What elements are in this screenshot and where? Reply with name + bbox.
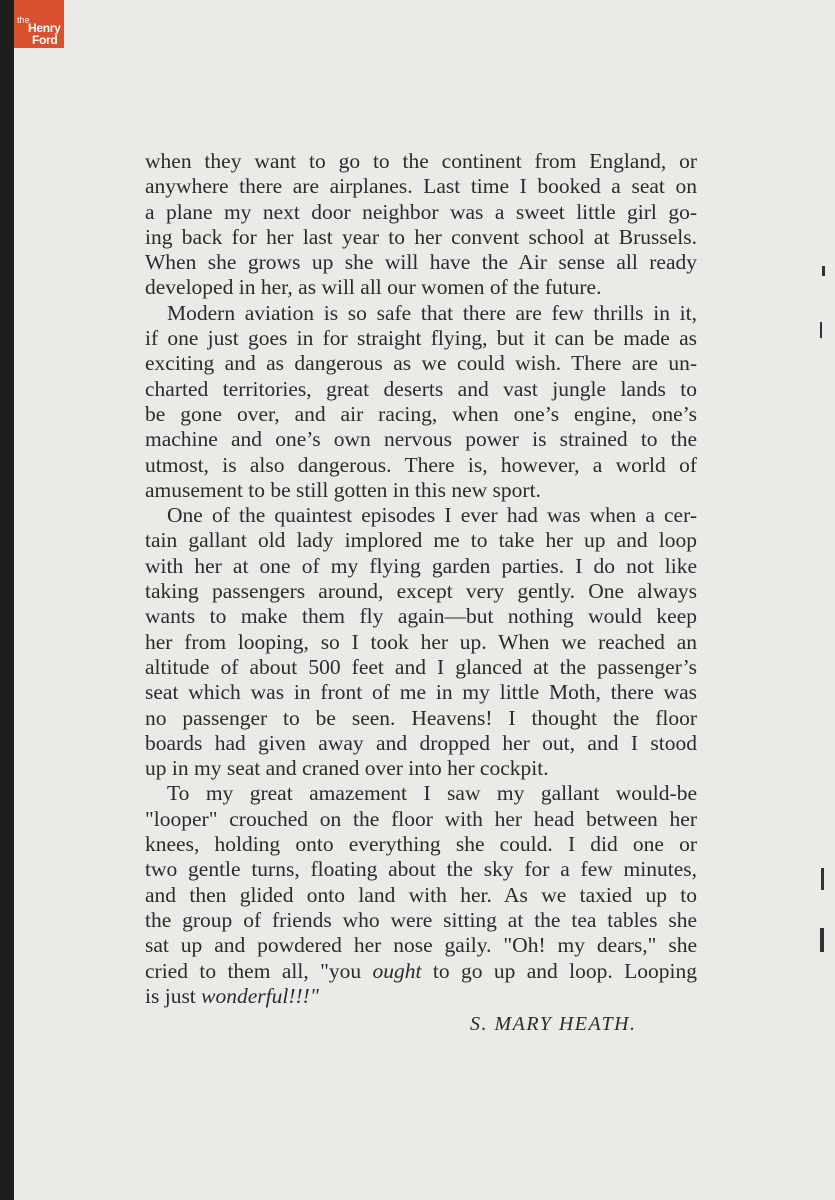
margin-mark xyxy=(821,868,824,890)
text-line: taking passengers around, except very gently. One always xyxy=(145,579,697,604)
text-line: up in my seat and craned over into her cockpit. xyxy=(145,756,549,781)
body-text xyxy=(145,149,697,1009)
henry-ford-logo xyxy=(14,0,64,48)
text-line: altitude of about 500 feet and I glanced at the passenger’s xyxy=(145,654,697,679)
text-line: and then glided onto land with her. As we taxied up to xyxy=(145,882,697,907)
text-line: no passenger to be seen. Heavens! I thought the floor xyxy=(145,705,697,730)
text-segment: to go up and loop. Looping xyxy=(421,958,697,983)
author-signature: S. MARY HEATH. xyxy=(470,1013,637,1035)
text-line: ing back for her last year to her convent school at Brussels. xyxy=(145,224,697,249)
text-line: boards had given away and dropped her out, and I stood xyxy=(145,730,697,755)
margin-mark xyxy=(822,266,825,276)
text-segment: is just xyxy=(145,983,202,1008)
text-line: if one just goes in for straight flying, but it can be made as xyxy=(145,326,697,351)
text-line: her from looping, so I took her up. When we reached an xyxy=(145,629,697,654)
text-line: utmost, is also dangerous. There is, however, a world of xyxy=(145,452,697,477)
text-line: machine and one’s own nervous power is strained to the xyxy=(145,427,697,452)
logo-henry: Henry xyxy=(28,21,61,35)
text-line: Modern aviation is so safe that there are few thrills in it, xyxy=(167,300,697,325)
text-line: a plane my next door neighbor was a sweet little girl go- xyxy=(145,199,697,224)
text-line: One of the quaintest episodes I ever had was when a cer- xyxy=(167,503,697,528)
margin-mark xyxy=(820,322,822,338)
text-line: anywhere there are airplanes. Last time I booked a seat on xyxy=(145,174,697,199)
text-line: wants to make them fly again—but nothing would keep xyxy=(145,604,697,629)
text-line xyxy=(145,959,697,984)
text-line: with her at one of my flying garden parties. I do not like xyxy=(145,553,697,578)
logo-ford: Ford xyxy=(32,33,58,47)
text-line: seat which was in front of me in my little Moth, there was xyxy=(145,680,697,705)
logo-the: the xyxy=(17,15,30,25)
text-segment: cried to them all, "you xyxy=(145,958,362,983)
emphasis-text: wonderful!!!" xyxy=(201,983,319,1008)
text-line: two gentle turns, floating about the sky for a few minutes, xyxy=(145,857,697,882)
margin-mark xyxy=(820,928,824,952)
text-line: To my great amazement I saw my gallant would-be xyxy=(167,781,697,806)
text-line: sat up and powdered her nose gaily. "Oh! my dears," she xyxy=(145,933,697,958)
text-line: knees, holding onto everything she could. I did one or xyxy=(145,832,697,857)
text-line: when they want to go to the continent from England, or xyxy=(145,149,697,173)
text-line: the group of friends who were sitting at the tea tables she xyxy=(145,907,697,932)
text-line: be gone over, and air racing, when one’s engine, one’s xyxy=(145,401,697,426)
text-line: tain gallant old lady implored me to take her up and loop xyxy=(145,528,697,553)
emphasis-text: ought xyxy=(372,958,422,983)
text-line: developed in her, as will all our women of the future. xyxy=(145,275,602,300)
text-line: charted territories, great deserts and vast jungle lands to xyxy=(145,376,697,401)
text-line: "looper" crouched on the floor with her head between her xyxy=(145,806,697,831)
text-line: When she grows up she will have the Air sense all ready xyxy=(145,250,697,275)
text-line: amusement to be still gotten in this new sport. xyxy=(145,477,541,502)
text-line: exciting and as dangerous as we could wish. There are un- xyxy=(145,351,697,376)
text-line xyxy=(145,984,697,1009)
